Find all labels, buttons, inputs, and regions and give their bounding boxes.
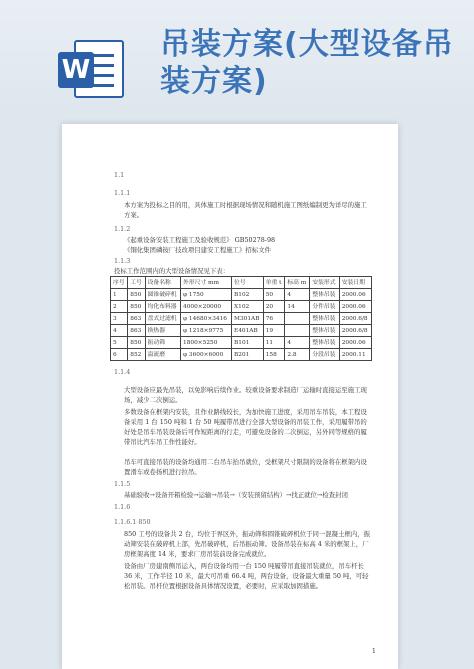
table-cell: E401AB <box>232 325 264 337</box>
process-flow: 基础验收→设备开箱检验→运输→吊装→（安装预留结构）→找正就位→检查封闭 <box>124 491 348 499</box>
table-cell: 6 <box>111 349 128 361</box>
paragraph: 本方案为投标之目的用，具体施工时根据现场情况和随机施工图纸编制更为详尽的施工方案。 <box>124 201 367 219</box>
table-header-row <box>111 277 372 289</box>
table-row <box>111 349 372 361</box>
table-cell: 20 <box>263 301 285 313</box>
table-row <box>111 301 372 313</box>
table-cell: 4 <box>111 325 128 337</box>
page-title: 吊装方案(大型设备吊装方案) <box>160 27 454 99</box>
table-cell: X102 <box>232 301 264 313</box>
table-cell: 2.8 <box>285 349 310 361</box>
table-cell: 50 <box>263 289 285 301</box>
column-header: 设备名称 <box>145 277 180 289</box>
table-cell: 振动筛 <box>145 337 180 349</box>
table-cell: 4 <box>285 289 310 301</box>
table-cell: 1 <box>111 289 128 301</box>
column-header: 单重 t <box>263 277 285 289</box>
table-cell: 分件吊装 <box>310 301 339 313</box>
paragraph: 设备由厂房建南侧吊运入，两台设备均用一台 150 吨履带吊直接吊装就位，吊车杆长 36 米，工作半径 10 米，最大可吊重 66.4 吨，两台设备，设备最大重量 50 吨，可轻松吊装。吊杆位置根据设备具体情况设置，必要时，应采取加固措施。 <box>124 562 369 590</box>
table-cell: 5 <box>111 337 128 349</box>
section-heading: 1.1.1 <box>114 189 131 197</box>
table-cell: 整体吊装 <box>310 337 339 349</box>
table-row <box>111 313 372 325</box>
column-header: 位号 <box>232 277 264 289</box>
table-cell: 4 <box>285 337 310 349</box>
reference-item: 《起重设备安装工程施工及验收规范》 GB50278-98 <box>124 236 276 244</box>
table-cell: 2000.06 <box>339 337 371 349</box>
section-heading: 1.1.6 <box>114 503 131 511</box>
column-header: 外形尺寸 mm <box>181 277 232 289</box>
equipment-table <box>110 276 372 361</box>
table-cell: φ 3600×6000 <box>181 349 232 361</box>
table-cell: 850 <box>128 289 145 301</box>
header-banner <box>0 0 474 108</box>
table-cell: 圆锥破碎机 <box>145 289 180 301</box>
table-cell <box>285 313 310 325</box>
table-cell: φ 1750 <box>181 289 232 301</box>
table-row <box>111 289 372 301</box>
word-document-icon <box>58 40 124 98</box>
table-cell: 852 <box>128 349 145 361</box>
table-cell <box>285 325 310 337</box>
page-number: 1 <box>372 648 376 655</box>
table-caption: 投标工作范围内的大型设备情况见下表： <box>114 267 230 275</box>
table-cell: 2000.11 <box>339 349 371 361</box>
table-cell: 盘式过滤机 <box>145 313 180 325</box>
table-cell: 3 <box>111 313 128 325</box>
table-cell: 850 <box>128 337 145 349</box>
column-header: 安装形式 <box>310 277 339 289</box>
table-cell: 2 <box>111 301 128 313</box>
table-cell: B101 <box>232 337 264 349</box>
table-cell: 1800×5250 <box>181 337 232 349</box>
table-cell: 2000.06 <box>339 289 371 301</box>
table-cell: 14 <box>285 301 310 313</box>
table-cell: 850 <box>128 301 145 313</box>
section-heading: 1.1.3 <box>114 257 131 265</box>
column-header: 标高 m <box>285 277 310 289</box>
table-cell: 整体吊装 <box>310 313 339 325</box>
paragraph: 850 工号的设备共 2 台，均位于界区外，振动筛和圆锥破碎机位于同一混凝土框内，振动筛安装在破碎机上部，先吊破碎机，后吊振动筛。设备吊装在标高 4 米的框架上，厂房框架高度 14 米，要求厂房吊装前设备完成就位。 <box>124 530 371 558</box>
table-cell: 4000×20000 <box>181 301 232 313</box>
table-cell: 863 <box>128 313 145 325</box>
table-row <box>111 337 372 349</box>
table-cell: 换热器 <box>145 325 180 337</box>
table-cell: 158 <box>263 349 285 361</box>
document-preview <box>62 124 398 669</box>
section-heading: 1.1.4 <box>114 368 131 376</box>
column-header: 序号 <box>111 277 128 289</box>
column-header: 工号 <box>128 277 145 289</box>
table-cell: 11 <box>263 337 285 349</box>
table-cell: 整体吊装 <box>310 289 339 301</box>
table-cell: 2000.6/8 <box>339 325 371 337</box>
table-cell: 76 <box>263 313 285 325</box>
table-cell: 溢流磨 <box>145 349 180 361</box>
table-cell: 2000.06 <box>339 301 371 313</box>
section-heading: 1.1.6.1 850 <box>114 518 151 526</box>
table-cell: 19 <box>263 325 285 337</box>
reference-item: 《铜化集团磷铵厂技改项目建安工程施工》招标文件 <box>124 246 271 254</box>
table-cell: 整体吊装 <box>310 325 339 337</box>
table-cell: 2000.6/8 <box>339 313 371 325</box>
table-cell: B102 <box>232 289 264 301</box>
paragraph: 多数设备在框架内安装，且作业路线较长，为加快施工进度，采用吊车吊装，本工程设备采用 1 台 150 吨和 1 台 50 吨履带吊进行全部大型设备的吊装工作，采用履带吊的好处是吊车吊装设备后可作短距离的行走，可避免设备的二次倒运，另外同等规格的履带吊比汽车吊工作性能好。 <box>124 408 367 446</box>
section-heading: 1.1 <box>114 171 125 179</box>
table-cell: 均化布料器 <box>145 301 180 313</box>
table-cell: M301AB <box>232 313 264 325</box>
column-header: 安装日期 <box>339 277 371 289</box>
table-row <box>111 325 372 337</box>
section-heading: 1.1.2 <box>114 225 131 233</box>
paragraph: 大型设备应最先吊装，以免影响后续作业。较重设备要求制造厂运输时直接运至施工现场，减少二次倒运。 <box>124 386 367 404</box>
table-cell: 863 <box>128 325 145 337</box>
word-letter-badge: W <box>58 52 94 88</box>
section-heading: 1.1.5 <box>114 480 131 488</box>
table-cell: B201 <box>232 349 264 361</box>
table-cell: 分段吊装 <box>310 349 339 361</box>
table-cell: φ 1218×9775 <box>181 325 232 337</box>
table-cell: φ 14680×3416 <box>181 313 232 325</box>
paragraph: 吊车可直接吊装的设备均通用二台吊车抬吊就位，受框架尺寸限制的设备将在框架内设置滑车或卷扬机进行拉吊。 <box>124 458 367 476</box>
